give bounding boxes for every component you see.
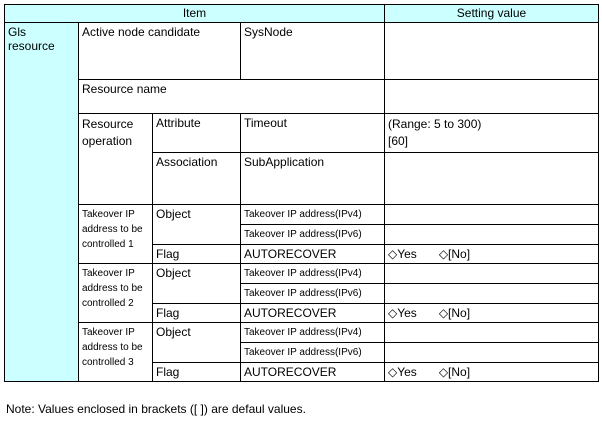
ipv4-label: Takeover IP address(IPv4) xyxy=(241,205,385,225)
header-row xyxy=(5,5,599,23)
flag-label: Flag xyxy=(153,245,241,264)
attribute-label: Attribute xyxy=(153,114,241,153)
timeout-setting[interactable] xyxy=(385,114,599,153)
settings-table xyxy=(4,4,599,382)
ipv6-setting[interactable] xyxy=(385,284,599,304)
association-label: Association xyxy=(153,153,241,205)
resource-name-setting[interactable] xyxy=(385,80,599,114)
timeout-range: (Range: 5 to 300) xyxy=(388,117,482,131)
table-row xyxy=(5,205,599,225)
flag-setting xyxy=(385,363,599,382)
object-label: Object xyxy=(153,205,241,245)
yes-option[interactable]: ◇Yes xyxy=(388,247,417,261)
resource-operation-label: Resource operation xyxy=(79,114,153,205)
ipv6-setting[interactable] xyxy=(385,343,599,363)
flag-setting xyxy=(385,304,599,323)
table-row xyxy=(5,264,599,284)
ipv4-label: Takeover IP address(IPv4) xyxy=(241,323,385,343)
setting-value-header: Setting value xyxy=(385,5,599,23)
ipv6-label: Takeover IP address(IPv6) xyxy=(241,225,385,245)
no-option[interactable]: ◇[No] xyxy=(438,365,471,379)
timeout-default: [60] xyxy=(388,134,409,148)
yes-option[interactable]: ◇Yes xyxy=(388,365,417,379)
takeover-group-label: Takeover IP address to be controlled 3 xyxy=(79,323,153,382)
item-header: Item xyxy=(5,5,385,23)
ipv4-setting[interactable] xyxy=(385,205,599,225)
ipv6-label: Takeover IP address(IPv6) xyxy=(241,284,385,304)
association-setting[interactable] xyxy=(385,153,599,205)
table-row xyxy=(5,323,599,343)
no-option[interactable]: ◇[No] xyxy=(438,247,471,261)
flag-label: Flag xyxy=(153,304,241,323)
flag-setting xyxy=(385,245,599,264)
resource-name-label: Resource name xyxy=(79,80,385,114)
ipv6-setting[interactable] xyxy=(385,225,599,245)
object-label: Object xyxy=(153,323,241,363)
timeout-label: Timeout xyxy=(241,114,385,153)
no-option[interactable]: ◇[No] xyxy=(438,306,471,320)
table-row xyxy=(5,114,599,153)
flag-value: AUTORECOVER xyxy=(241,245,385,264)
ipv4-label: Takeover IP address(IPv4) xyxy=(241,264,385,284)
active-node-candidate-setting[interactable] xyxy=(385,23,599,80)
ipv4-setting[interactable] xyxy=(385,264,599,284)
flag-value: AUTORECOVER xyxy=(241,304,385,323)
ipv6-label: Takeover IP address(IPv6) xyxy=(241,343,385,363)
ipv4-setting[interactable] xyxy=(385,323,599,343)
flag-value: AUTORECOVER xyxy=(241,363,385,382)
footnote: Note: Values enclosed in brackets ([ ]) are defaul values. xyxy=(6,402,306,416)
object-label: Object xyxy=(153,264,241,304)
table-row xyxy=(5,80,599,114)
takeover-group-label: Takeover IP address to be controlled 2 xyxy=(79,264,153,323)
flag-label: Flag xyxy=(153,363,241,382)
yes-option[interactable]: ◇Yes xyxy=(388,306,417,320)
active-node-candidate-value: SysNode xyxy=(241,23,385,80)
takeover-group-label: Takeover IP address to be controlled 1 xyxy=(79,205,153,264)
table-row xyxy=(5,23,599,80)
gls-resource-label: Gls resource xyxy=(5,23,79,382)
active-node-candidate-label: Active node candidate xyxy=(79,23,241,80)
association-value: SubApplication xyxy=(241,153,385,205)
